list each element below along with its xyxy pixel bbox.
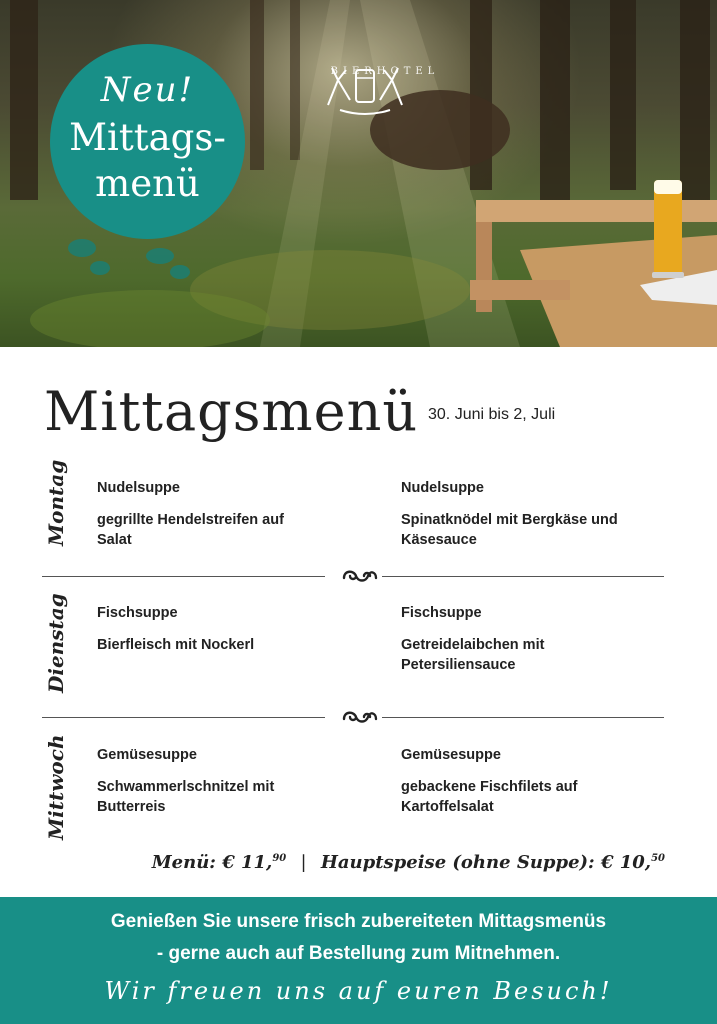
wednesday-right-main-1: gebackene Fischfilets auf (401, 779, 578, 795)
wednesday-left-main-2: Butterreis (97, 799, 166, 815)
logo-brand-name: BIERHOTEL (330, 66, 440, 77)
footer-line-2: - gerne auch auf Bestellung zum Mitnehmen. (156, 943, 561, 964)
monday-left-soup: Nudelsuppe (97, 480, 180, 496)
day-label-tuesday: Dienstag (44, 593, 68, 693)
wednesday-left-main-1: Schwammerlschnitzel mit (97, 779, 275, 795)
section-divider (42, 711, 664, 725)
hero-image (0, 0, 717, 347)
monday-left-main-2: Salat (97, 532, 132, 548)
tuesday-right-main-1: Getreidelaibchen mit (401, 637, 545, 653)
monday-right-main-2: Käsesauce (401, 532, 477, 548)
monday-right-soup: Nudelsuppe (401, 480, 484, 496)
ornament-icon (340, 707, 380, 727)
price-separator: | (300, 852, 307, 873)
monday-left-main-1: gegrillte Hendelstreifen auf (97, 512, 284, 528)
menu-price-label: Menü: € 11, (151, 852, 273, 873)
menu-price-cents: 90 (272, 853, 287, 864)
menu-dates: 30. Juni bis 2, Juli (428, 406, 556, 423)
tuesday-left-soup: Fischsuppe (97, 605, 178, 621)
badge-title-line2: menü (95, 162, 200, 205)
tuesday-left-main-1: Bierfleisch mit Nockerl (97, 637, 255, 653)
main-course-price-label: Hauptspeise (ohne Suppe): € 10, (320, 852, 652, 873)
ornament-icon (340, 566, 380, 586)
footer-greeting: Wir freuen uns auf euren Besuch! (104, 977, 613, 1005)
tuesday-right-soup: Fischsuppe (401, 605, 482, 621)
wednesday-right-soup: Gemüsesuppe (401, 747, 501, 763)
tuesday-right-main-2: Petersiliensauce (401, 657, 516, 673)
footer-banner (0, 897, 717, 1024)
footer-line-1: Genießen Sie unsere frisch zubereiteten Mittagsmenüs (110, 911, 607, 932)
new-lunch-menu-badge (50, 44, 245, 239)
wednesday-right-main-2: Kartoffelsalat (401, 799, 494, 815)
monday-right-main-1: Spinatknödel mit Bergkäse und (401, 512, 618, 528)
bierhotel-logo (320, 60, 450, 77)
badge-new-text: Neu! (100, 70, 195, 110)
badge-title-line1: Mittags- (69, 116, 226, 159)
wednesday-left-soup: Gemüsesuppe (97, 747, 197, 763)
day-label-wednesday: Mittwoch (44, 734, 68, 840)
main-course-price-cents: 50 (651, 853, 665, 864)
section-divider (42, 570, 664, 584)
day-label-monday: Montag (44, 459, 68, 546)
price-line (152, 852, 665, 873)
menu-title: Mittagsmenü (44, 380, 419, 443)
